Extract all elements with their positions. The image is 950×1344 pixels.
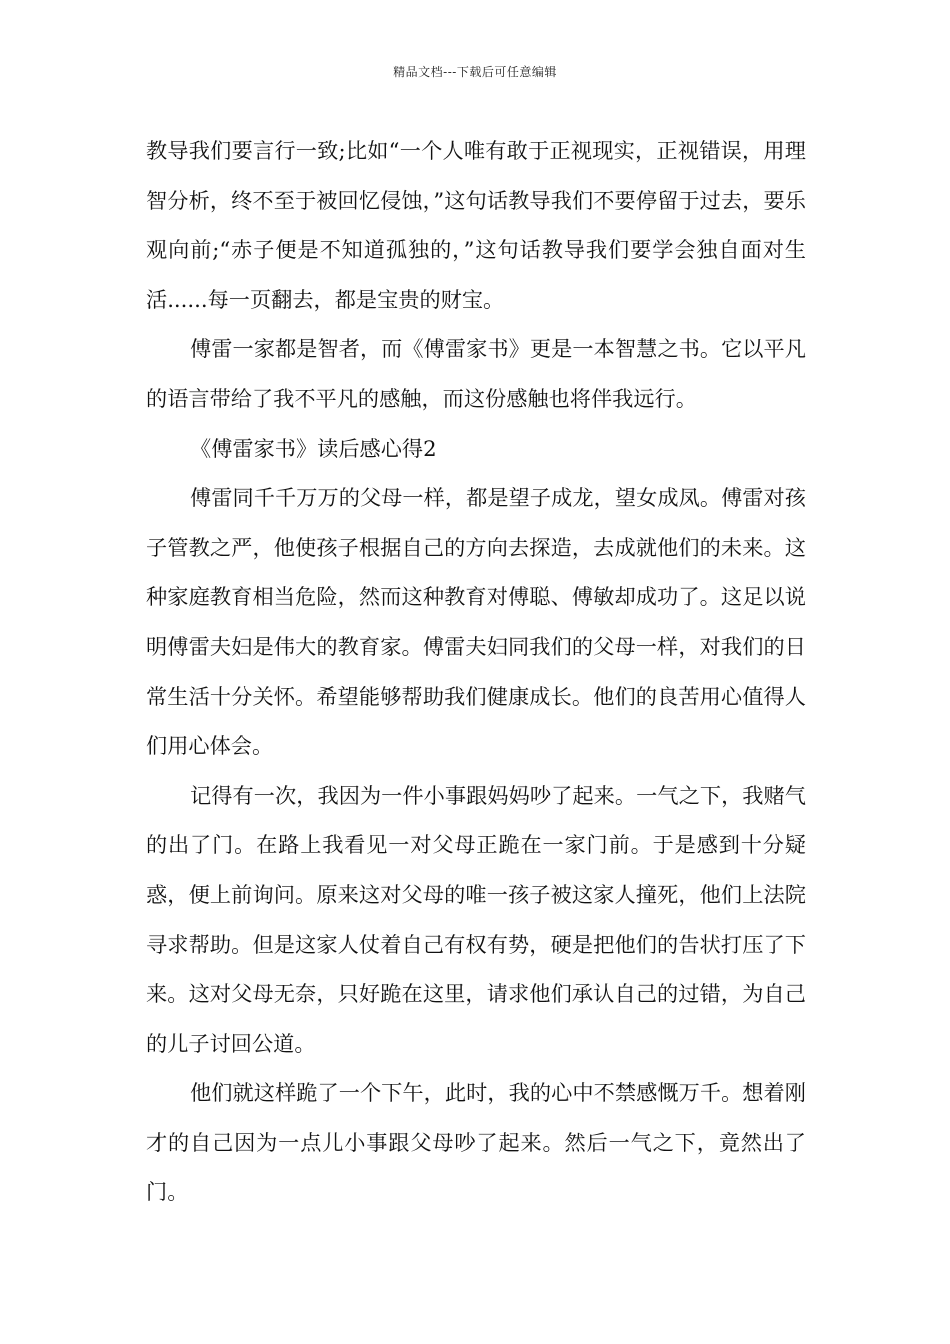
document-body xyxy=(146,126,806,1217)
paragraph-2: 傅雷一家都是智者，而《傅雷家书》更是一本智慧之书。它以平凡的语言带给了我不平凡的感触，而这份感触也将伴我远行。 xyxy=(146,336,806,411)
paragraph-4: 记得有一次，我因为一件小事跟妈妈吵了起来。一气之下，我赌气的出了门。在路上我看见一对父母正跪在一家门前。于是感到十分疑惑，便上前询问。原来这对父母的唯一孩子被这家人撞死，他们上法院寻求帮助。但是这家人仗着自己有权有势，硬是把他们的告状打压了下来。这对父母无奈，只好跪在这里，请求他们承认自己的过错，为自己的儿子讨回公道。 xyxy=(146,782,806,1056)
paragraph-5: 他们就这样跪了一个下午，此时，我的心中不禁感慨万千。想着刚才的自己因为一点儿小事跟父母吵了起来。然后一气之下，竟然出了门。 xyxy=(146,1080,806,1205)
page-header: 精品文档---下载后可任意编辑 xyxy=(393,65,557,79)
paragraph-3: 傅雷同千千万万的父母一样，都是望子成龙，望女成凤。傅雷对孩子管教之严，他使孩子根据自己的方向去探造，去成就他们的未来。这种家庭教育相当危险，然而这种教育对傅聪、傅敏却成功了。这足以说明傅雷夫妇是伟大的教育家。傅雷夫妇同我们的父母一样，对我们的日常生活十分关怀。希望能够帮助我们健康成长。他们的良苦用心值得人们用心体会。 xyxy=(146,485,806,759)
paragraph-1: 教导我们要言行一致;比如“一个人唯有敢于正视现实，正视错误，用理智分析，终不至于被回忆侵蚀，”这句话教导我们不要停留于过去，要乐观向前;“赤子便是不知道孤独的，”这句话教导我们要学会独自面对生活......每一页翻去，都是宝贵的财宝。 xyxy=(146,138,806,312)
section-heading: 《傅雷家书》读后感心得2 xyxy=(190,435,437,461)
